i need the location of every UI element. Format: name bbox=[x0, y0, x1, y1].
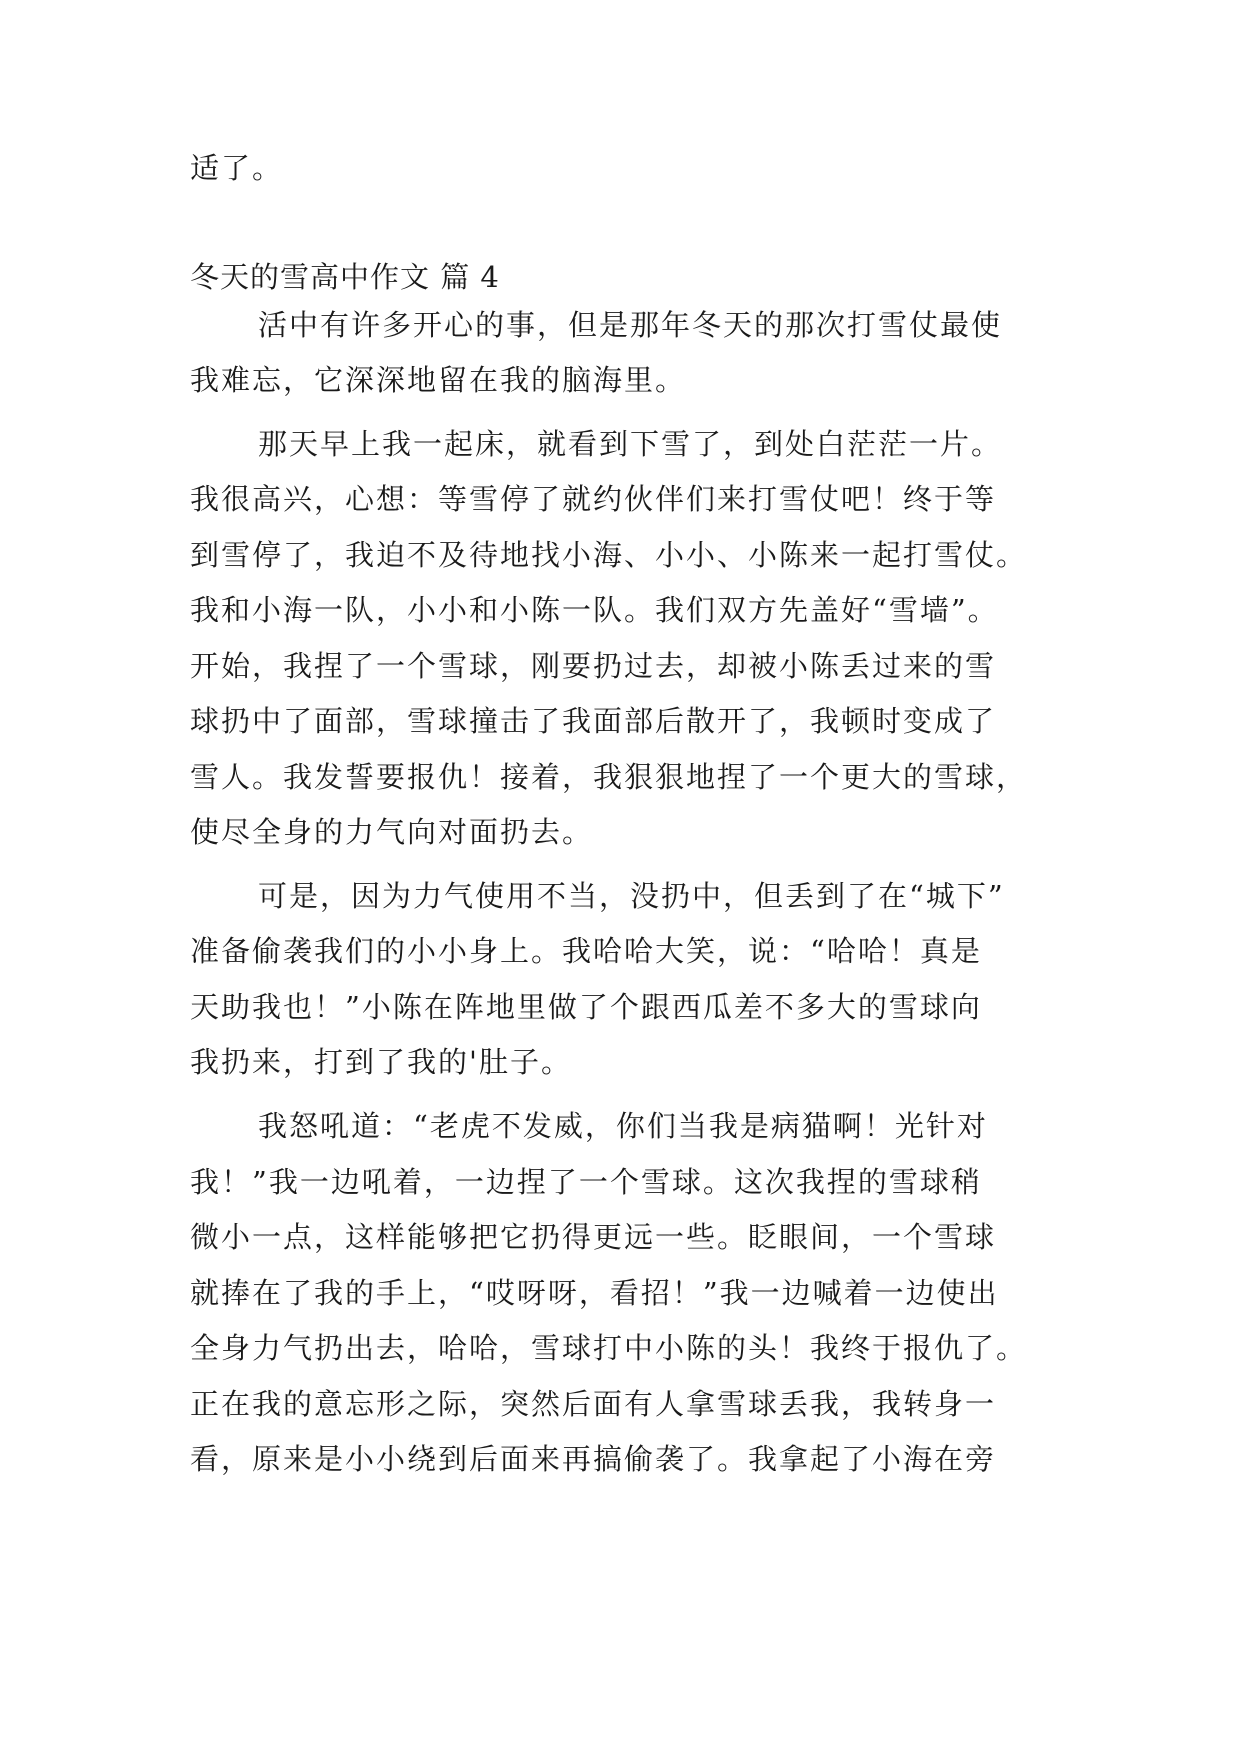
paragraph-line: 到雪停了，我迫不及待地找小海、小小、小陈来一起打雪仗。 bbox=[190, 538, 1028, 572]
paragraph-line: 开始，我捏了一个雪球，刚要扔过去，却被小陈丢过来的雪 bbox=[190, 649, 997, 683]
paragraph-line: 全身力气扔出去，哈哈，雪球打中小陈的头！我终于报仇了。 bbox=[190, 1331, 1028, 1365]
paragraph-line: 我难忘，它深深地留在我的脑海里。 bbox=[190, 363, 687, 397]
paragraph-line: 我和小海一队，小小和小陈一队。我们双方先盖好“雪墙”。 bbox=[190, 593, 999, 627]
paragraph-line: 就捧在了我的手上，“哎呀呀，看招！”我一边喊着一边使出 bbox=[190, 1276, 999, 1310]
paragraph-line: 我怒吼道：“老虎不发威，你们当我是病猫啊！光针对 bbox=[258, 1109, 988, 1143]
paragraph-line: 球扔中了面部，雪球撞击了我面部后散开了，我顿时变成了 bbox=[190, 704, 997, 738]
paragraph-line: 那天早上我一起床，就看到下雪了，到处白茫茫一片。 bbox=[258, 427, 1003, 461]
paragraph-line: 我很高兴，心想：等雪停了就约伙伴们来打雪仗吧！终于等 bbox=[190, 482, 997, 516]
paragraph-line: 准备偷袭我们的小小身上。我哈哈大笑，说：“哈哈！真是 bbox=[190, 934, 982, 968]
paragraph-line: 适了。 bbox=[190, 151, 284, 185]
paragraph-line: 正在我的意忘形之际，突然后面有人拿雪球丢我，我转身一 bbox=[190, 1387, 997, 1421]
paragraph-line: 使尽全身的力气向对面扔去。 bbox=[190, 815, 594, 849]
paragraph-line: 活中有许多开心的事，但是那年冬天的那次打雪仗最使 bbox=[258, 308, 1003, 342]
paragraph-line: 我！”我一边吼着，一边捏了一个雪球。这次我捏的雪球稍 bbox=[190, 1165, 982, 1199]
paragraph-line: 雪人。我发誓要报仇！接着，我狠狠地捏了一个更大的雪球， bbox=[190, 760, 1028, 794]
paragraph-line: 看，原来是小小绕到后面来再搞偷袭了。我拿起了小海在旁 bbox=[190, 1442, 997, 1476]
paragraph-line: 微小一点，这样能够把它扔得更远一些。眨眼间，一个雪球 bbox=[190, 1220, 997, 1254]
paragraph-line: 我扔来，打到了我的'肚子。 bbox=[190, 1045, 572, 1079]
section-heading: 冬天的雪高中作文 篇 4 bbox=[190, 260, 500, 294]
paragraph-line: 可是，因为力气使用不当，没扔中，但丢到了在“城下” bbox=[258, 879, 1005, 913]
paragraph-line: 天助我也！”小陈在阵地里做了个跟西瓜差不多大的雪球向 bbox=[190, 990, 982, 1024]
